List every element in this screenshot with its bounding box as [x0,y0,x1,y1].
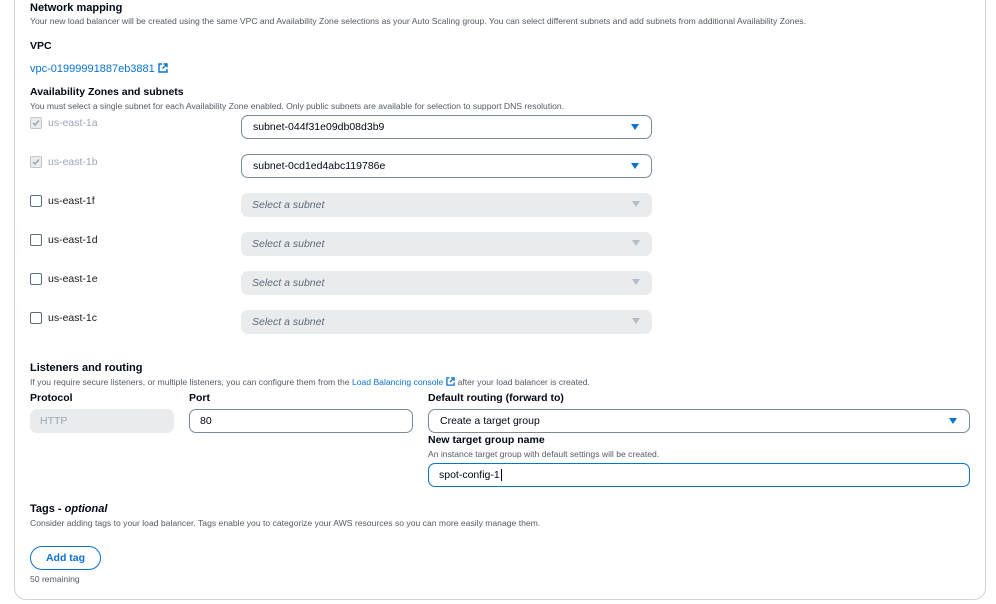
subnet-select-value: subnet-0cd1ed4abc119786e [253,160,386,172]
tags-title-text: Tags - [30,503,65,515]
caret-down-icon [632,318,640,324]
tags-title-optional: optional [64,503,108,515]
az-row-us-east-1e [30,272,98,286]
az-checkbox-us-east-1e[interactable] [30,273,42,285]
az-checkbox-us-east-1a[interactable] [30,117,42,129]
az-row-us-east-1f [30,194,95,208]
listeners-description-pre: If you require secure listeners, or multiple listeners, you can configure them from the [30,377,350,387]
tags-title [30,503,107,515]
subnet-select-us-east-1d[interactable] [241,232,652,256]
az-label: us-east-1a [48,117,98,129]
target-group-name-description: An instance target group with default settings will be created. [428,449,660,459]
external-link-icon [158,63,168,73]
caret-down-icon [632,240,640,246]
az-row-us-east-1c [30,311,97,325]
network-mapping-title: Network mapping [30,2,123,14]
protocol-value: HTTP [40,415,68,427]
vpc-label: VPC [30,40,52,52]
vpc-link-wrapper[interactable] [30,59,168,77]
az-label: us-east-1c [48,312,98,324]
tags-remaining: 50 remaining [30,574,80,584]
subnet-select-us-east-1f[interactable] [241,193,652,217]
az-row-us-east-1a [30,116,98,130]
add-tag-button[interactable] [30,546,101,570]
caret-down-icon [949,418,957,424]
port-input[interactable] [189,409,413,433]
caret-down-icon [632,201,640,207]
check-icon [32,158,40,166]
caret-down-icon [631,124,639,130]
subnet-select-placeholder: Select a subnet [252,199,325,211]
listeners-title: Listeners and routing [30,362,143,374]
external-link-icon [446,377,455,386]
az-row-us-east-1b [30,155,98,169]
protocol-label: Protocol [30,392,73,404]
routing-label: Default routing (forward to) [428,392,564,404]
target-group-name-input[interactable] [428,463,970,487]
subnet-select-placeholder: Select a subnet [252,277,325,289]
tags-description: Consider adding tags to your load balancer. Tags enable you to categorize your AWS resources so you can more easily manage them. [30,518,541,528]
subnet-select-placeholder: Select a subnet [252,238,325,250]
target-group-name-label: New target group name [428,434,545,446]
add-tag-label: Add tag [45,552,86,564]
protocol-field [30,409,174,433]
subnet-select-us-east-1e[interactable] [241,271,652,295]
caret-down-icon [632,279,640,285]
az-label: us-east-1f [48,195,95,207]
subnet-select-value: subnet-044f31e09db08d3b9 [253,121,385,133]
subnet-select-us-east-1a[interactable] [241,115,652,139]
port-label: Port [189,392,210,404]
az-row-us-east-1d [30,233,98,247]
routing-select[interactable] [428,409,970,433]
az-label: us-east-1d [48,234,98,246]
load-balancing-console-link[interactable]: Load Balancing console [351,377,444,387]
az-checkbox-us-east-1c[interactable] [30,312,42,324]
network-mapping-description: Your new load balancer will be created using the same VPC and Availability Zone selections as your Auto Scaling group. You can select different subnets and add subnets from additional Availability Zones. [30,16,806,26]
subnet-select-us-east-1c[interactable] [241,310,652,334]
routing-select-value: Create a target group [440,415,540,427]
check-icon [32,119,40,127]
text-cursor [501,469,502,481]
az-label: us-east-1b [48,156,98,168]
subnet-select-us-east-1b[interactable] [241,154,652,178]
az-description: You must select a single subnet for each Availability Zone enabled. Only public subnets are available for selection to support DNS resolution. [30,101,565,111]
az-title: Availability Zones and subnets [30,86,184,98]
listeners-description-post: after your load balancer is created. [457,377,590,387]
caret-down-icon [631,163,639,169]
az-checkbox-us-east-1f[interactable] [30,195,42,207]
vpc-link[interactable]: vpc-01999991887eb3881 [30,63,155,75]
listeners-description [30,377,590,387]
az-checkbox-us-east-1b[interactable] [30,156,42,168]
subnet-select-placeholder: Select a subnet [252,316,325,328]
az-checkbox-us-east-1d[interactable] [30,234,42,246]
port-value: 80 [200,415,212,427]
az-label: us-east-1e [48,273,98,285]
target-group-name-value: spot-config-1 [439,469,500,481]
